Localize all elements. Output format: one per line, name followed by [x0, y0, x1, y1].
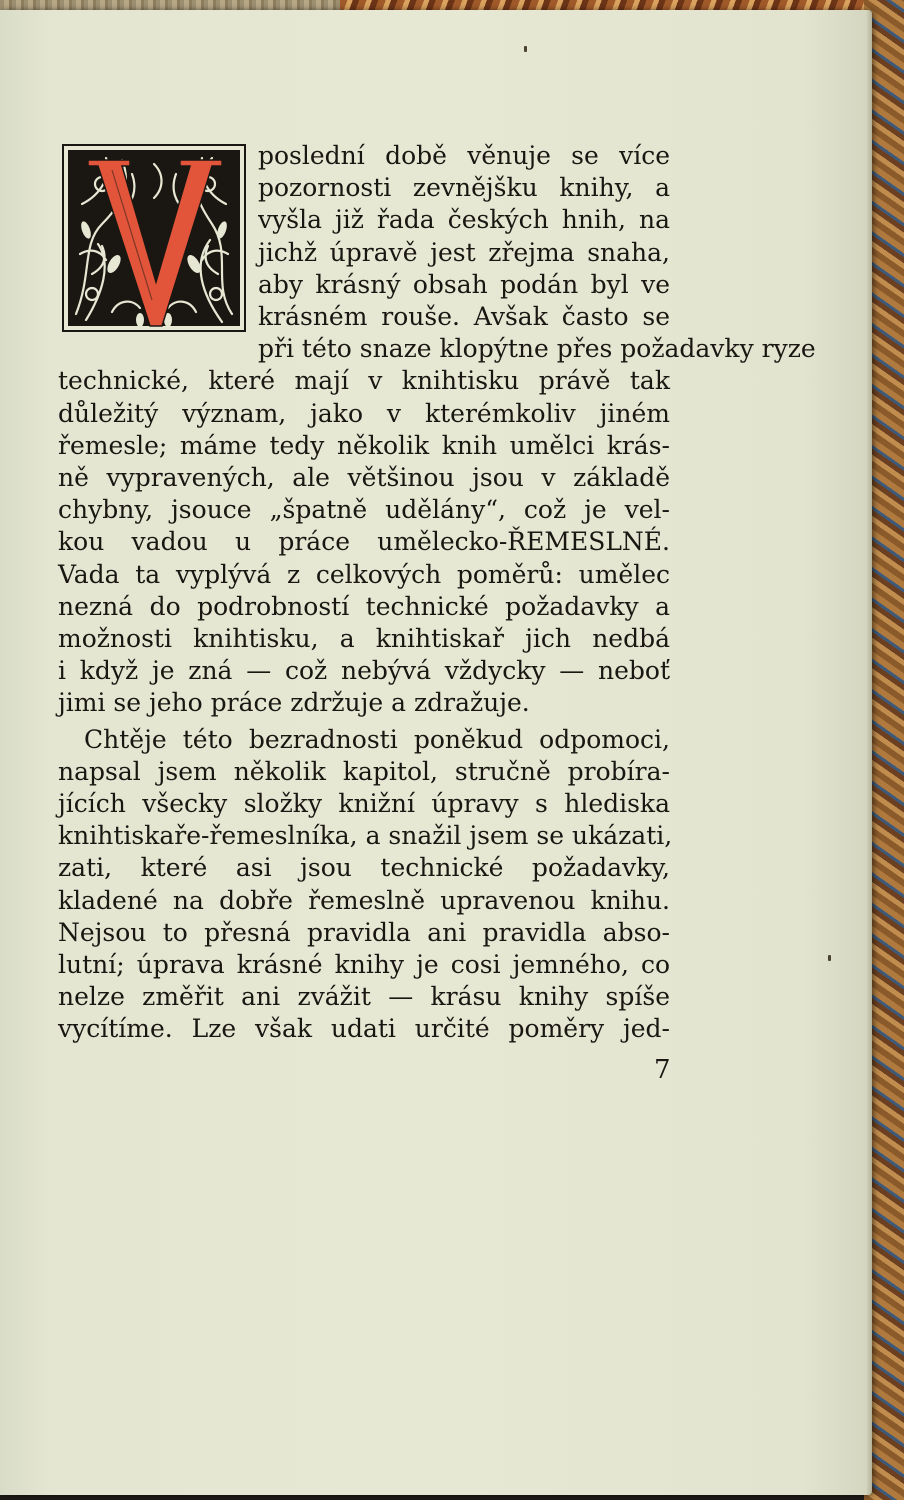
text-line: chybny, jsouce „špatně udělány“, což je vel-	[58, 495, 670, 525]
text-line: poslední době věnuje se více	[258, 141, 670, 170]
ornamental-initial-icon	[62, 144, 246, 332]
page-number: 7	[654, 1055, 671, 1085]
text-line: lutní; úprava krásné knihy je cosi jemného, co	[58, 950, 670, 980]
text-line: nelze změřit ani zvážit — krásu knihy spíše	[58, 982, 670, 1012]
text-line: vycítíme. Lze však udati určité poměry jed-	[58, 1014, 670, 1044]
text-line: jimi se jeho práce zdržuje a zdražuje.	[58, 688, 530, 718]
page-text	[58, 140, 816, 1046]
text-line: při této snaze klopýtne přes požadavky ryze	[258, 334, 816, 364]
text-line: napsal jsem několik kapitol, stručně probíra-	[58, 756, 670, 786]
text-line: ně vypravených, ale většinou jsou v základě	[58, 463, 670, 493]
text-line: knihtiskaře-řemeslníka, a snažil jsem se ukázati,	[58, 821, 673, 851]
text-line: pozornosti zevnějšku knihy, a	[258, 173, 670, 203]
paper-speck	[524, 46, 527, 52]
text-line: jících všecky složky knižní úpravy s hlediska	[58, 789, 670, 819]
text-line: řemesle; máme tedy několik knih umělci krás-	[58, 430, 670, 460]
text-line: nezná do podrobností technické požadavky a	[58, 591, 670, 621]
text-line: důležitý význam, jako v kterémkoliv jiném	[58, 398, 670, 428]
text-line: Nejsou to přesná pravidla ani pravidla abso-	[58, 917, 670, 947]
text-line: kladené na dobře řemeslně upravenou knihu.	[58, 885, 670, 915]
text-line: i když je zná — což nebývá vždycky — neboť	[58, 656, 670, 686]
ornamental-initial	[62, 144, 246, 332]
text-line: jichž úpravě jest zřejma snaha,	[258, 237, 670, 267]
text-line: aby krásný obsah podán byl ve	[258, 269, 670, 299]
text-line: zati, které asi jsou technické požadavky,	[58, 853, 670, 883]
text-line: Chtěje této bezradnosti poněkud odpomoci,	[84, 724, 670, 754]
text-line: krásném rouše. Avšak často se	[258, 302, 670, 332]
text-line: technické, které mají v knihtisku právě tak	[58, 366, 670, 396]
text-line: vyšla již řada českých hnih, na	[258, 205, 670, 235]
text-line: možnosti knihtisku, a knihtiskař jich nedbá	[58, 624, 670, 654]
paper-speck	[828, 955, 831, 961]
text-line: Vada ta vyplývá z celkových poměrů: umělec	[58, 559, 670, 589]
text-line: kou vadou u práce umělecko-ŘEMESLNÉ.	[58, 527, 670, 557]
